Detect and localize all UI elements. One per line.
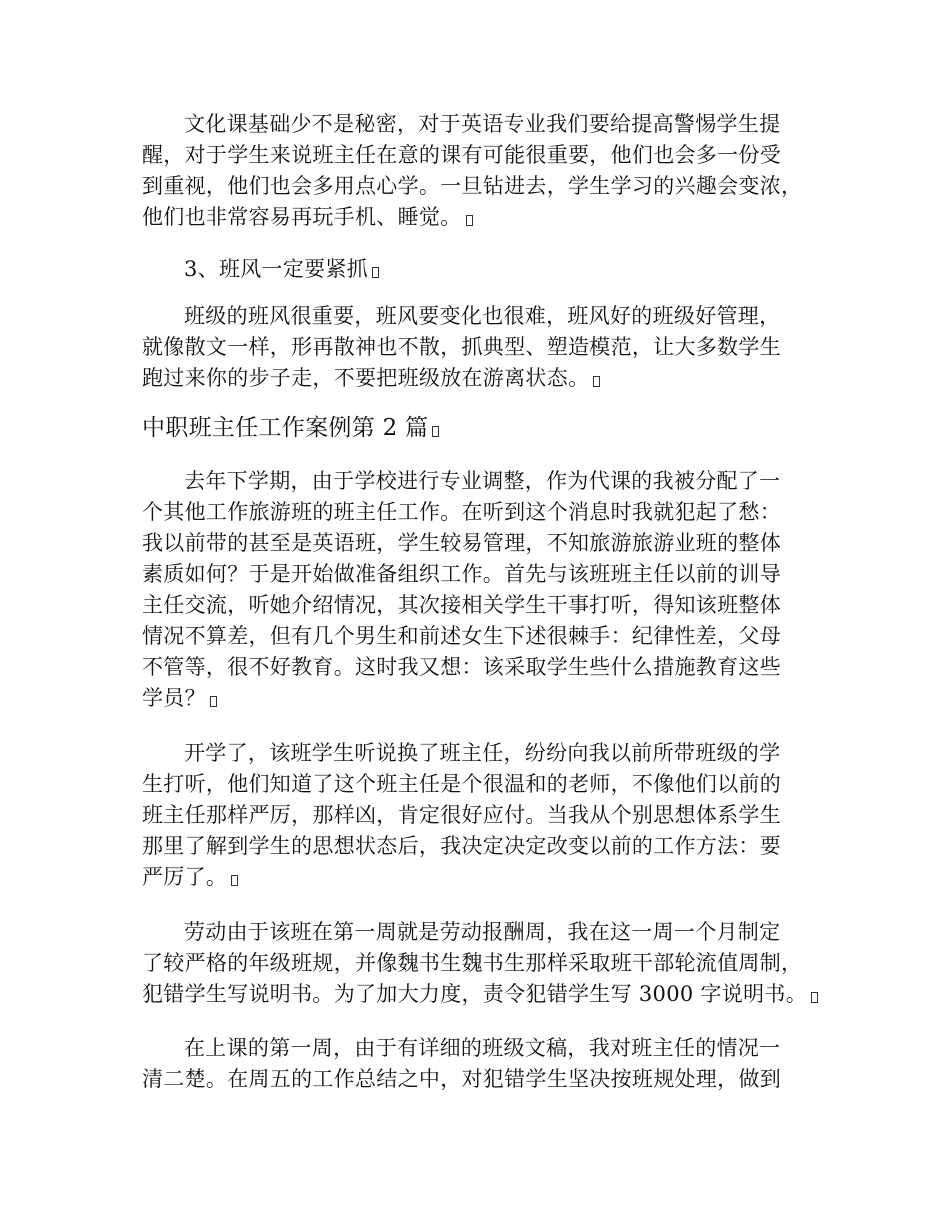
text-line: 情况不算差，但有几个男生和前述女生下述很棘手：纪律性差，父母: [142, 624, 781, 648]
text-line: 到重视，他们也会多用点心学。一旦钻进去，学生学习的兴趣会变浓，: [142, 174, 803, 198]
text-line: 学员？: [142, 684, 217, 712]
text-line: 文化课基础少不是秘密，对于英语专业我们要给提高警惕学生提: [184, 112, 781, 136]
text-line: 醒，对于学生来说班主任在意的课有可能很重要，他们也会多一份受: [142, 143, 781, 167]
text-line: 严厉了。: [142, 863, 238, 891]
text-line: 主任交流，听她介绍情况，其次接相关学生干事打听，得知该班整体: [142, 593, 781, 617]
text-line: 清二楚。在周五的工作总结之中，对犯错学生坚决按班规处理，做到: [142, 1067, 781, 1091]
text-line: 在上课的第一周，由于有详细的班级文稿，我对班主任的情况一: [184, 1036, 781, 1060]
text-line: 3、班风一定要紧抓: [184, 255, 379, 283]
text-line: 不管等，很不好教育。这时我又想：该采取学生些什么措施教育这些: [142, 655, 781, 679]
paragraph-mark-icon: [811, 992, 818, 1003]
text-line: 跑过来你的步子走，不要把班级放在游离状态。: [142, 364, 600, 392]
paragraph-mark-icon: [210, 696, 217, 707]
text-line: 就像散文一样，形再散神也不散，抓典型、塑造模范，让大多数学生: [142, 335, 781, 359]
paragraph-mark-icon: [372, 267, 379, 278]
text-line: 班级的班风很重要，班风要变化也很难，班风好的班级好管理，: [184, 304, 781, 328]
text-line: 那里了解到学生的思想状态后，我决定决定改变以前的工作方法：要: [142, 834, 781, 858]
text-line: 班主任那样严厉，那样凶，肯定很好应付。当我从个别思想体系学生: [142, 803, 781, 827]
text-line: 我以前带的甚至是英语班，学生较易管理，不知旅游旅游业班的整体: [142, 531, 781, 555]
paragraph-mark-icon: [466, 215, 473, 226]
heading-text: 中职班主任工作案例第 2 篇: [142, 413, 439, 443]
text-line: 犯错学生写说明书。为了加大力度，责令犯错学生写 3000 字说明书。: [142, 980, 818, 1008]
text-line: 劳动由于该班在第一周就是劳动报酬周，我在这一周一个月制定: [184, 920, 781, 944]
text-line: 个其他工作旅游班的班主任工作。在听到这个消息时我就犯起了愁：: [142, 500, 781, 524]
text-line: 生打听，他们知道了这个班主任是个很温和的老师，不像他们以前的: [142, 772, 781, 796]
text-line: 去年下学期，由于学校进行专业调整，作为代课的我被分配了一: [184, 469, 781, 493]
text-line: 开学了，该班学生听说换了班主任，纷纷向我以前所带班级的学: [184, 741, 781, 765]
paragraph-mark-icon: [432, 426, 439, 437]
text-line: 了较严格的年级班规，并像魏书生魏书生那样采取班干部轮流值周制，: [142, 951, 803, 975]
text-line: 素质如何？于是开始做准备组织工作。首先与该班班主任以前的训导: [142, 562, 781, 586]
text-line: 他们也非常容易再玩手机、睡觉。: [142, 203, 473, 231]
paragraph-mark-icon: [593, 376, 600, 387]
paragraph-mark-icon: [231, 875, 238, 886]
